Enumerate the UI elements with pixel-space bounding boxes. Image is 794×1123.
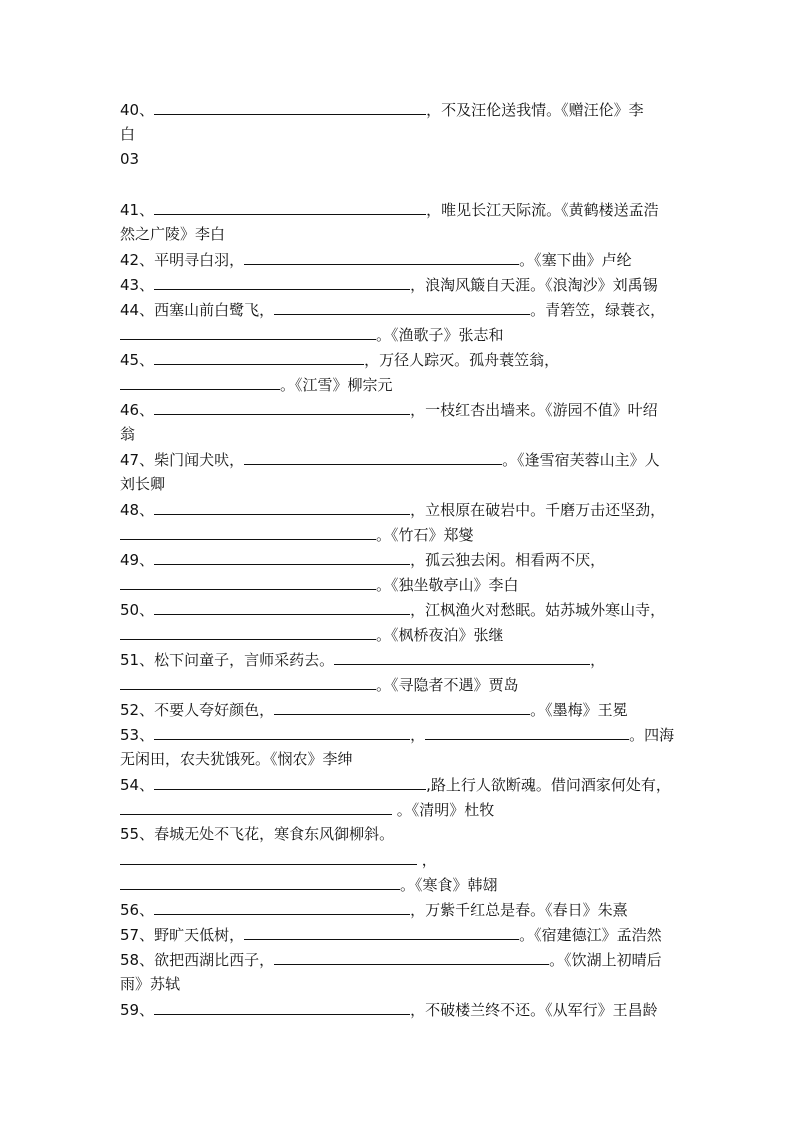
question-50: [120, 597, 665, 622]
answer-blank[interactable]: [120, 572, 376, 590]
question-number: 50、: [120, 601, 155, 619]
answer-blank[interactable]: [154, 97, 426, 115]
question-44-continued: [120, 322, 504, 347]
answer-blank[interactable]: [120, 622, 376, 640]
answer-blank[interactable]: [120, 522, 376, 540]
question-text: 。《寒食》韩翃: [400, 876, 498, 894]
answer-blank[interactable]: [154, 272, 410, 290]
question-44: [120, 297, 665, 322]
question-text: 。《塞下曲》卢纶: [519, 251, 632, 269]
question-text: ，唯见长江天际流。《黄鹤楼送孟浩: [426, 201, 659, 219]
question-52: [120, 697, 628, 722]
question-58-continued: [120, 972, 180, 997]
question-text: 。《饮湖上初晴后: [549, 951, 662, 969]
question-57: [120, 922, 662, 947]
question-43: [120, 272, 658, 297]
question-number: 49、: [120, 551, 155, 569]
question-54-continued: [120, 797, 494, 822]
section-number: 03: [120, 150, 140, 168]
question-55-continued-2: [120, 872, 498, 897]
question-text: 白: [120, 125, 136, 143]
question-51-continued: [120, 672, 519, 697]
answer-blank[interactable]: [244, 447, 502, 465]
question-41-continued: [120, 222, 225, 247]
question-number: 57、: [120, 926, 155, 944]
question-text: 。《渔歌子》张志和: [376, 326, 504, 344]
question-number: 41、: [120, 201, 155, 219]
question-text: ，: [410, 726, 426, 744]
question-50-continued: [120, 622, 504, 647]
question-text: 。《宿建德江》孟浩然: [519, 926, 662, 944]
question-text: 雨》苏轼: [120, 975, 181, 993]
question-46-continued: [120, 422, 135, 447]
question-42: [120, 247, 632, 272]
question-number: 58、: [120, 951, 155, 969]
question-text: ，万紫千红总是春。《春日》朱熹: [410, 901, 628, 919]
question-text: 柴门闻犬吠，: [154, 451, 245, 469]
question-text: 不要人夸好颜色，: [154, 701, 275, 719]
question-number: 42、: [120, 251, 155, 269]
question-text: 。《寻隐者不遇》贾岛: [376, 676, 519, 694]
question-49: [120, 547, 605, 572]
question-text: ，立根原在破岩中。千磨万击还坚劲，: [410, 501, 666, 519]
answer-blank[interactable]: [120, 672, 376, 690]
question-text: 。《墨梅》王冕: [530, 701, 628, 719]
question-text: 无闲田，农夫犹饿死。《悯农》李绅: [120, 750, 353, 768]
question-text: ，浪淘风簸自天涯。《浪淘沙》刘禹锡: [410, 276, 658, 294]
question-text: 平明寻白羽，: [154, 251, 245, 269]
question-number: 56、: [120, 901, 155, 919]
question-number: 59、: [120, 1001, 155, 1019]
question-41: [120, 197, 659, 222]
question-text: ，江枫渔火对愁眠。姑苏城外寒山寺，: [410, 601, 666, 619]
answer-blank[interactable]: [120, 847, 417, 865]
question-45-continued: [120, 372, 393, 397]
question-text: ，不及汪伦送我情。《赠汪伦》李: [426, 101, 644, 119]
question-text: 。四海: [629, 726, 675, 744]
question-text: 。《清明》杜牧: [392, 801, 495, 819]
answer-blank[interactable]: [120, 797, 392, 815]
question-text: ，: [417, 851, 437, 869]
answer-blank[interactable]: [274, 947, 549, 965]
question-number: 40、: [120, 101, 155, 119]
question-text: 刘长卿: [120, 475, 166, 493]
answer-blank[interactable]: [334, 647, 590, 665]
question-text: 。《逢雪宿芙蓉山主》人: [502, 451, 660, 469]
question-text: ，不破楼兰终不还。《从军行》王昌龄: [410, 1001, 658, 1019]
question-text: ,路上行人欲断魂。借问酒家何处有，: [426, 776, 671, 794]
answer-blank[interactable]: [154, 347, 364, 365]
question-49-continued: [120, 572, 519, 597]
question-text: 欲把西湖比西子，: [154, 951, 275, 969]
question-55-continued: [120, 847, 437, 872]
answer-blank[interactable]: [425, 722, 629, 740]
answer-blank[interactable]: [154, 497, 410, 515]
question-text: 西塞山前白鹭飞，: [154, 301, 275, 319]
question-46: [120, 397, 658, 422]
answer-blank[interactable]: [154, 597, 410, 615]
question-number: 44、: [120, 301, 155, 319]
answer-blank[interactable]: [120, 872, 400, 890]
question-58: [120, 947, 662, 972]
question-number: 47、: [120, 451, 155, 469]
question-40-continued: [120, 122, 135, 147]
answer-blank[interactable]: [154, 897, 410, 915]
answer-blank[interactable]: [154, 397, 410, 415]
question-text: ，一枝红杏出墙来。《游园不值》叶绍: [410, 401, 658, 419]
question-45: [120, 347, 559, 372]
question-number: 53、: [120, 726, 155, 744]
question-text: 。青箬笠，绿蓑衣，: [530, 301, 666, 319]
question-number: 51、: [120, 651, 155, 669]
question-55: [120, 822, 394, 847]
question-number: 52、: [120, 701, 155, 719]
question-text: ，万径人踪灭。孤舟蓑笠翁，: [364, 351, 560, 369]
answer-blank[interactable]: [274, 697, 530, 715]
question-text: ，孤云独去闲。相看两不厌，: [410, 551, 606, 569]
question-text: 。《枫桥夜泊》张继: [376, 626, 504, 644]
question-text: 。《竹石》郑燮: [376, 526, 474, 544]
answer-blank[interactable]: [244, 247, 519, 265]
question-number: 43、: [120, 276, 155, 294]
question-51: [120, 647, 605, 672]
question-text: 野旷天低树，: [154, 926, 245, 944]
answer-blank[interactable]: [154, 722, 410, 740]
question-text: 然之广陵》李白: [120, 225, 226, 243]
question-number: 46、: [120, 401, 155, 419]
question-56: [120, 897, 628, 922]
question-number: 54、: [120, 776, 155, 794]
answer-blank[interactable]: [274, 297, 530, 315]
question-number: 48、: [120, 501, 155, 519]
question-text: 。《独坐敬亭山》李白: [376, 576, 519, 594]
question-number: 45、: [120, 351, 155, 369]
answer-blank[interactable]: [120, 322, 376, 340]
question-40: [120, 97, 644, 122]
question-53: [120, 722, 674, 747]
answer-blank[interactable]: [154, 772, 426, 790]
question-text: 松下问童子，言师采药去。: [154, 651, 335, 669]
answer-blank[interactable]: [154, 547, 410, 565]
question-number: 55、: [120, 825, 155, 843]
question-text: 春城无处不飞花，寒食东风御柳斜。: [154, 825, 395, 843]
answer-blank[interactable]: [154, 197, 426, 215]
question-48-continued: [120, 522, 474, 547]
question-text: 翁: [120, 425, 136, 443]
question-59: [120, 997, 658, 1022]
question-48: [120, 497, 665, 522]
question-53-continued: [120, 747, 353, 772]
question-47: [120, 447, 660, 472]
answer-blank[interactable]: [120, 372, 280, 390]
answer-blank[interactable]: [244, 922, 519, 940]
question-47-continued: [120, 472, 165, 497]
question-text: 。《江雪》柳宗元: [280, 376, 393, 394]
question-text: ，: [590, 651, 606, 669]
question-54: [120, 772, 671, 797]
answer-blank[interactable]: [154, 997, 410, 1015]
